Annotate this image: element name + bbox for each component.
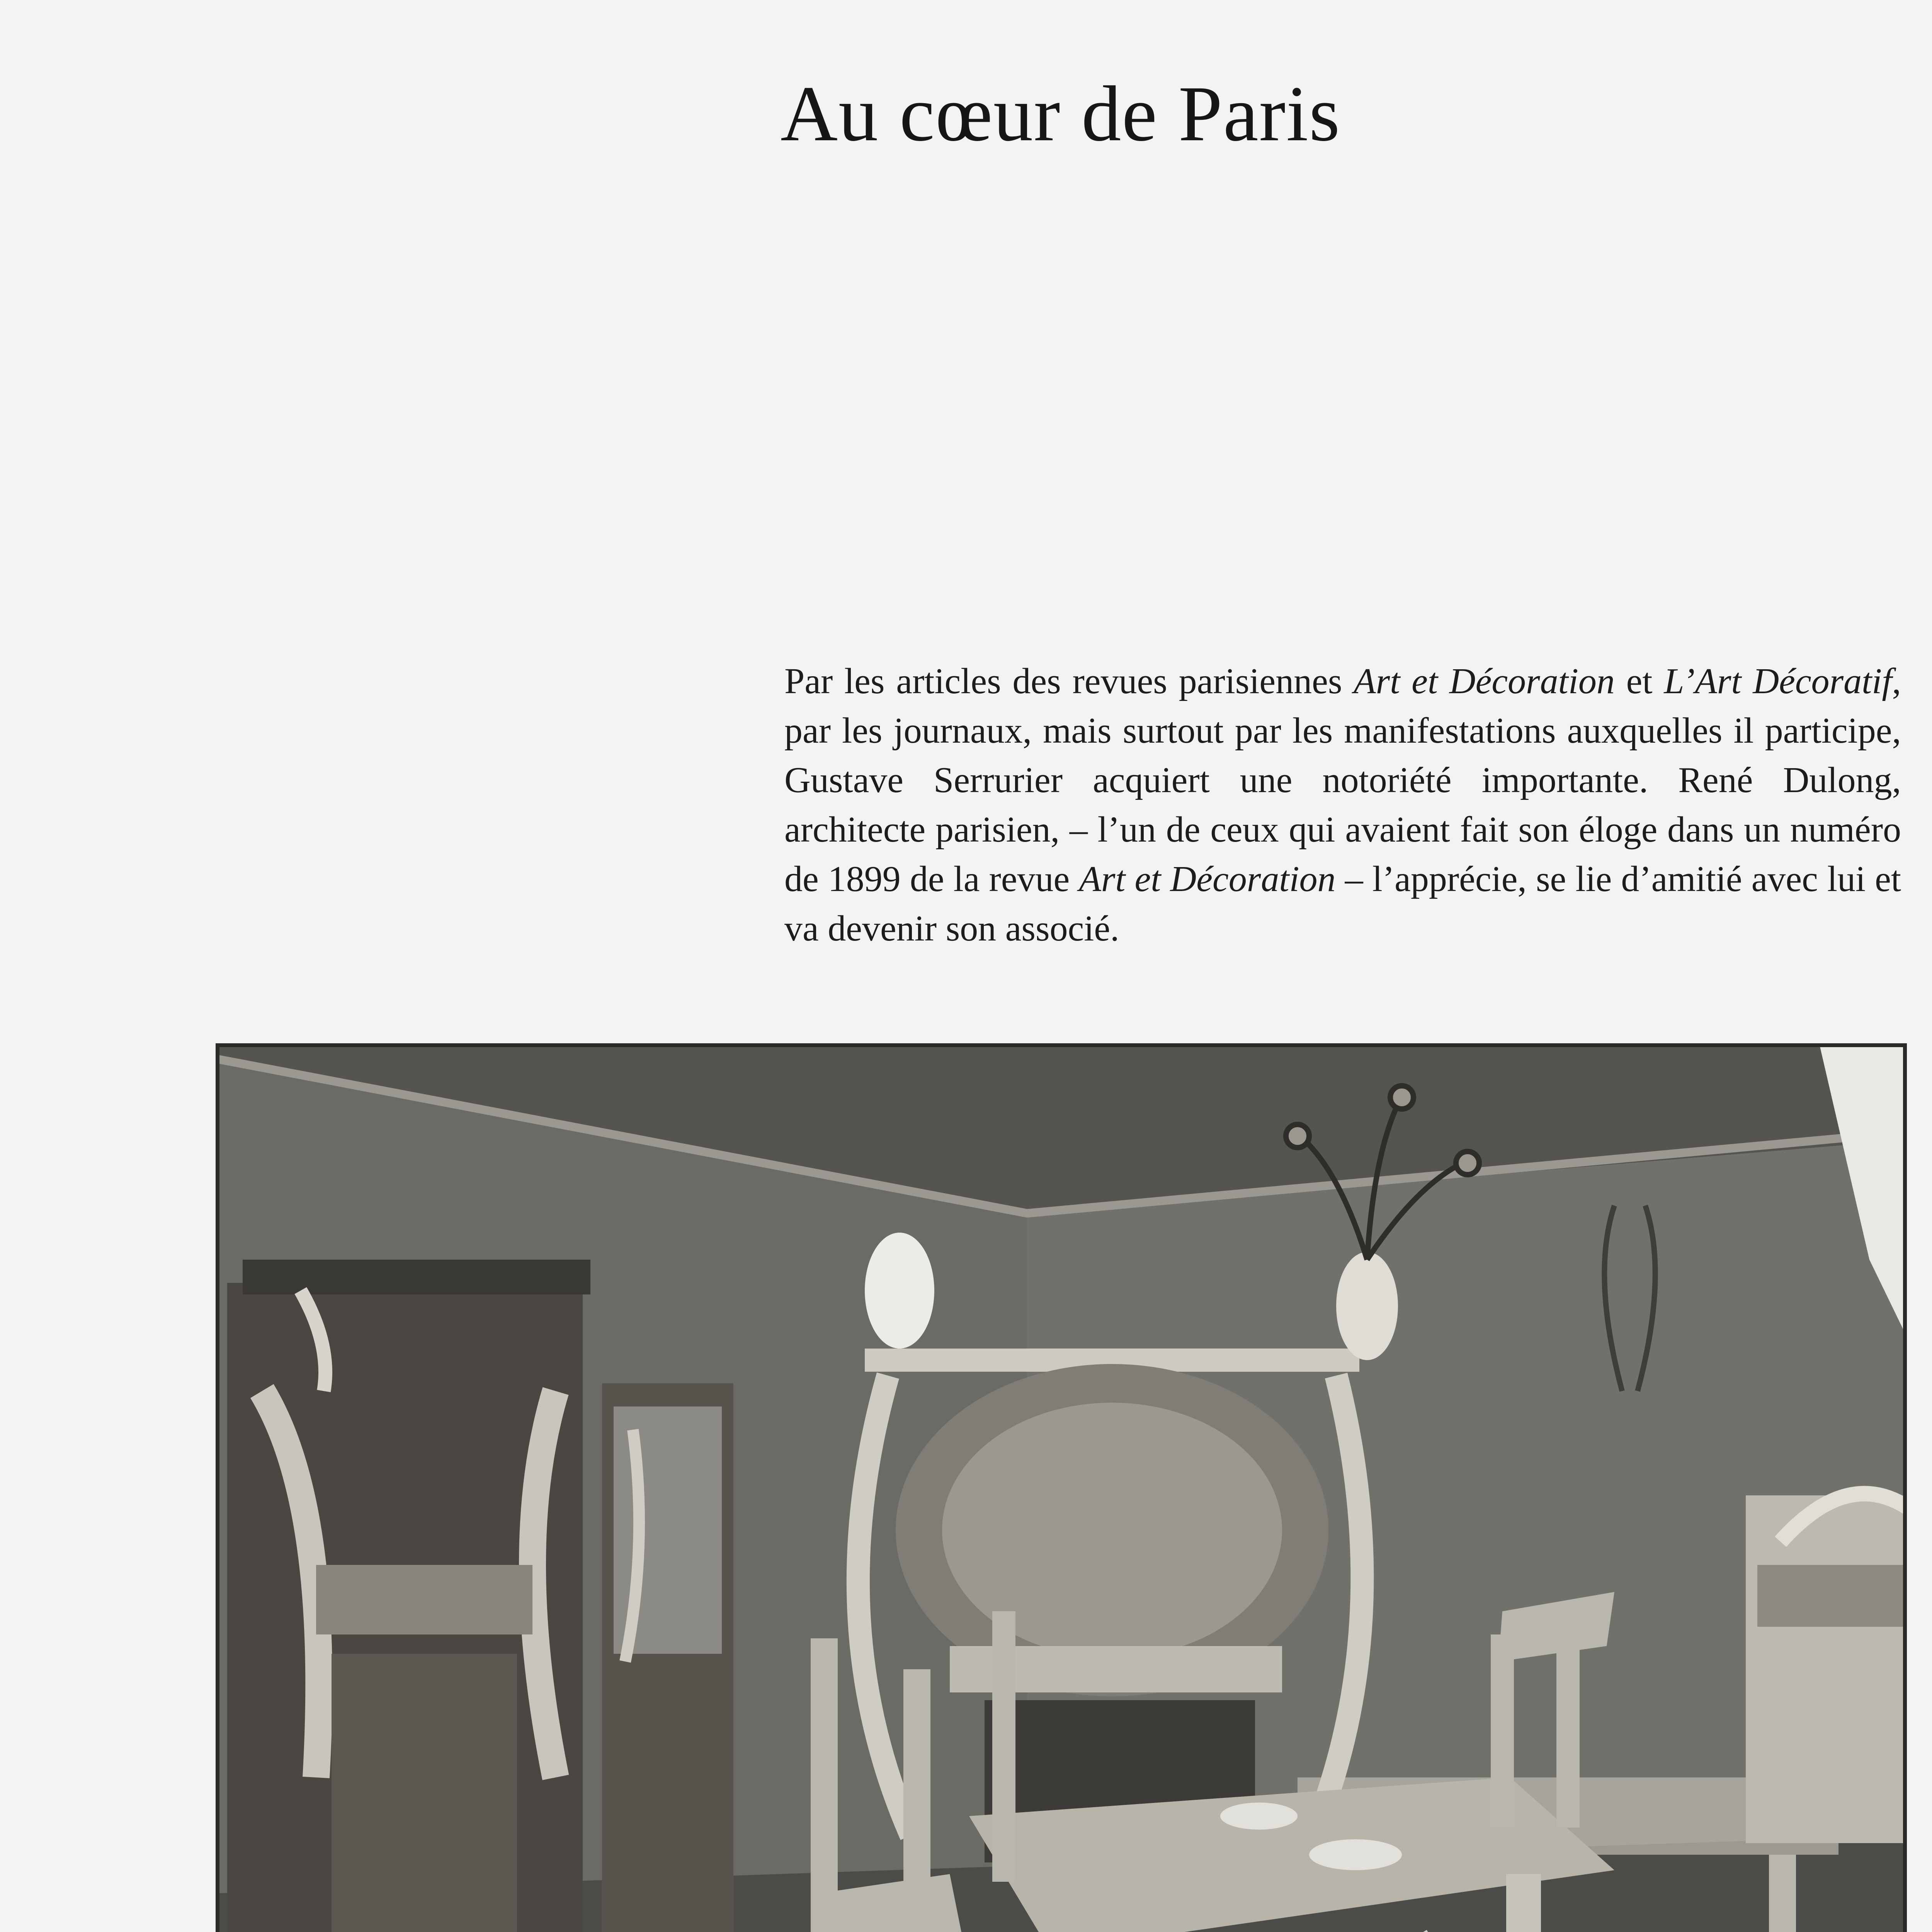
italic-title-segment: Art et Décoration	[1354, 661, 1615, 701]
italic-title-segment: L’Art Décoratif	[1664, 661, 1892, 701]
photo-illustration	[216, 1043, 1907, 1932]
photo-vitrine	[602, 1383, 733, 1932]
photo-left-buffet	[227, 1260, 590, 1932]
body-paragraph	[784, 656, 1901, 953]
photo-vase-left	[865, 1233, 934, 1349]
text-segment: , par les journaux, mais surtout par les manifestations auxquelles il participe, Gustave Serrurier acquiert une notoriété importante. René Dulong, architecte parisien, – l’un de ceux qui avaient fait son éloge dans un numéro de 1899 de la revue	[784, 661, 1901, 899]
page-title: Au cœur de Paris	[781, 70, 1341, 158]
italic-title-segment: Art et Décoration	[1079, 859, 1336, 899]
text-segment: Par les articles des revues parisiennes	[784, 661, 1354, 701]
dining-room-photograph	[216, 1043, 1907, 1932]
text-segment: – l’apprécie, se lie d’amitié avec lui et va devenir son associé.	[784, 859, 1901, 949]
photo-right-sideboard	[1746, 1494, 1907, 1843]
photo-vase-right	[1336, 1252, 1398, 1360]
text-segment: et	[1614, 661, 1664, 701]
